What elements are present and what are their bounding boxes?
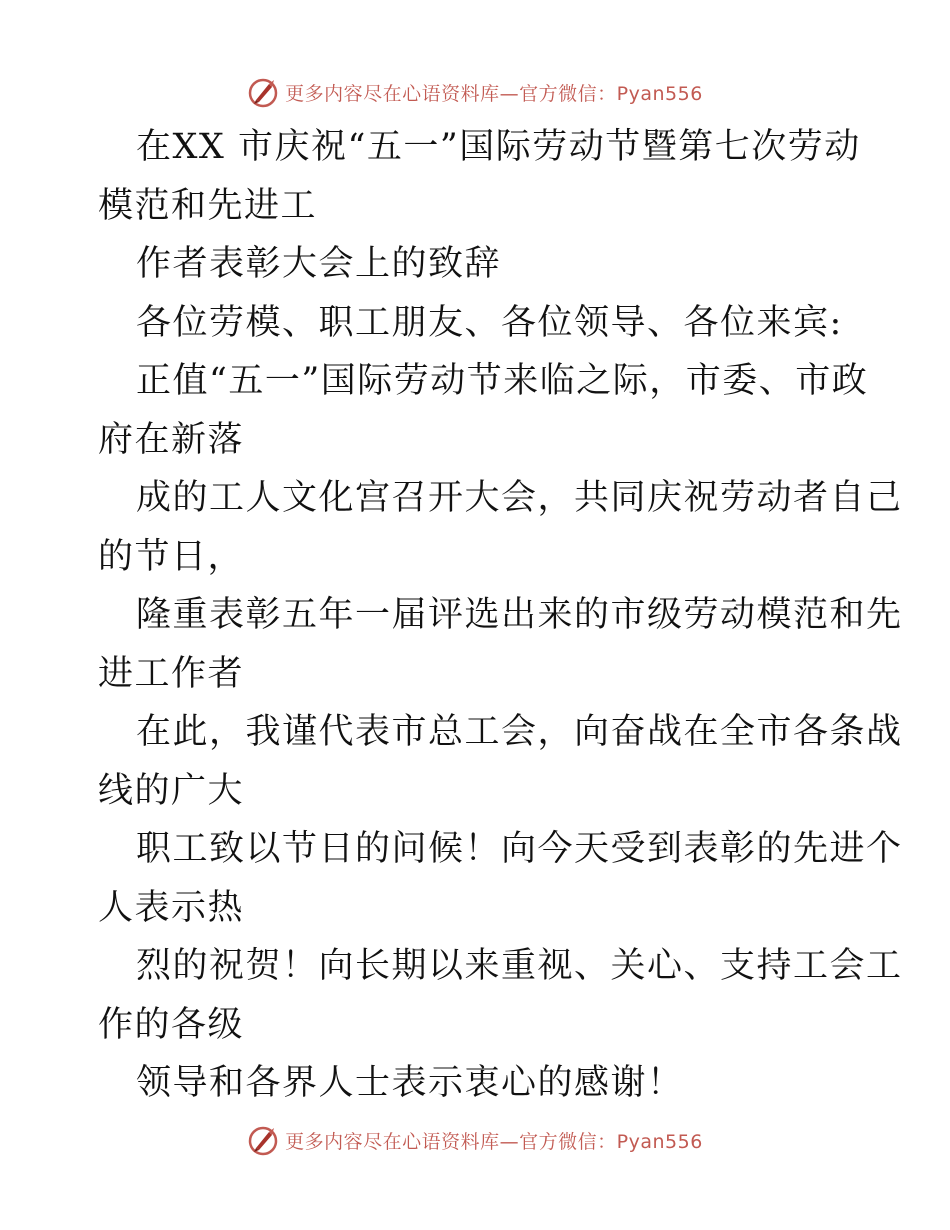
paragraph-line: 作的各级 (98, 1004, 245, 1045)
title-line-3: 作者表彰大会上的致辞 (136, 244, 502, 284)
paragraph-line: 在此，我谨代表市总工会，向奋战在全市各条战 (136, 712, 903, 752)
footer-banner-inner (247, 1124, 703, 1156)
document-body (98, 118, 903, 1113)
header-banner-inner (247, 76, 703, 108)
paragraph-line: 的节日， (98, 536, 245, 577)
paragraph-line: 成的工人文化宫召开大会，共同庆祝劳动者自己 (136, 478, 903, 518)
footer-banner-text: 更多内容尽在心语资料库—官方微信：Pyan556 (285, 1130, 703, 1153)
paragraph-line: 府在新落 (98, 419, 245, 460)
quill-pen-icon (247, 1124, 279, 1156)
paragraph-line: 人表示热 (98, 887, 245, 928)
title-line-2: 模范和先进工 (98, 185, 318, 226)
paragraph-line: 职工致以节日的问候！向今天受到表彰的先进个 (136, 829, 903, 869)
paragraph-line: 进工作者 (98, 653, 245, 694)
title-line-1: 在XX 市庆祝“五一”国际劳动节暨第七次劳动 (136, 127, 861, 167)
quill-pen-icon (247, 76, 279, 108)
paragraph-line: 烈的祝贺！向长期以来重视、关心、支持工会工 (136, 946, 903, 986)
salutation: 各位劳模、职工朋友、各位领导、各位来宾: (136, 302, 843, 343)
paragraph-line: 隆重表彰五年一届评选出来的市级劳动模范和先 (136, 595, 903, 635)
header-banner-text: 更多内容尽在心语资料库—官方微信：Pyan556 (285, 82, 703, 105)
paragraph-line: 领导和各界人士表示衷心的感谢！ (136, 1063, 684, 1103)
paragraph-line: 正值“五一”国际劳动节来临之际，市委、市政 (136, 361, 869, 401)
footer-banner (0, 1120, 950, 1160)
header-banner (0, 72, 950, 112)
paragraph-line: 线的广大 (98, 770, 245, 811)
